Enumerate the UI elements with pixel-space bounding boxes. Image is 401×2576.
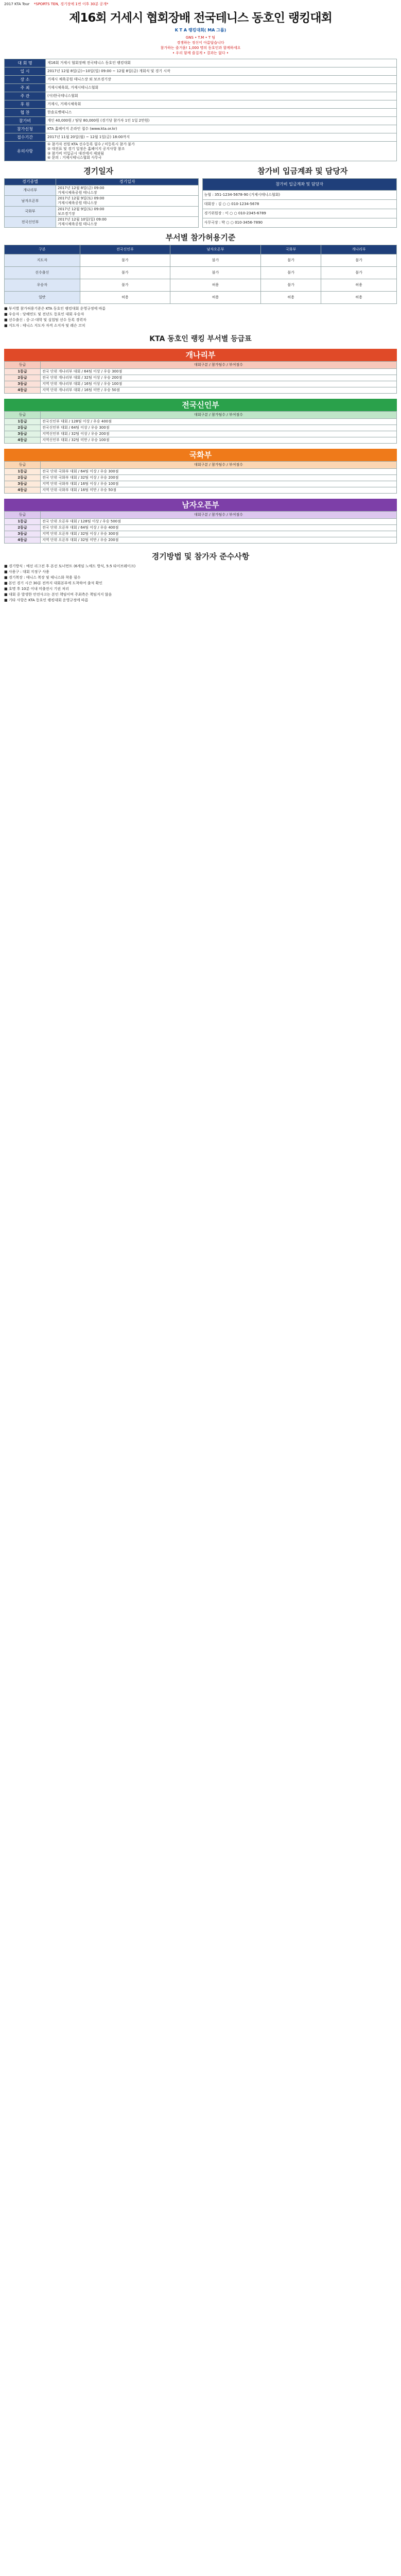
permission-row: [5, 279, 397, 291]
grade-row: [5, 525, 397, 531]
schedule-category: 전국신인부: [5, 217, 56, 228]
info-label: 주 관: [5, 92, 46, 100]
schedule-date: 2017년 12월 9일(토) 09:00: [58, 207, 104, 211]
grade-detail: 지역 단위 국화부 대회 / 16팀 이상 / 우승 100점: [41, 481, 397, 487]
permission-value: 불가: [80, 266, 170, 279]
info-row: [5, 133, 397, 142]
permission-value: 허용: [260, 291, 321, 303]
grade-detail: 지역 단위 오픈부 대회 / 32팀 미만 / 우승 200점: [41, 537, 397, 544]
grade-level: 2등급: [5, 425, 41, 431]
permission-value: 허용: [321, 291, 397, 303]
rule-item: ■ 경기복장 : 테니스 복장 및 테니스화 착용 필수: [4, 575, 81, 580]
category-banner: 국화부: [4, 449, 397, 461]
schedule-area: [4, 178, 397, 228]
grade-level: 1등급: [5, 369, 41, 375]
category-banner: 개나리부: [4, 349, 397, 361]
info-label: 후 원: [5, 100, 46, 109]
schedule-date: 2017년 12월 9일(토) 09:00: [58, 196, 104, 201]
grade-col-level: 등급: [5, 462, 41, 469]
grade-row: [5, 369, 397, 375]
page-title: 제16회 거세시 협회장배 전국테니스 동호인 랭킹대회: [69, 11, 332, 25]
permission-note: ■ 부서별 참가허용기준은 KTA 동호인 랭킹대회 운영규정에 따름: [4, 306, 106, 311]
grade-header-row: [5, 462, 397, 469]
grade-row: [5, 475, 397, 481]
grade-col-detail: 대회구분 / 참가팀수 / 부여점수: [41, 412, 397, 419]
permission-row: [5, 266, 397, 279]
grade-detail: 전국 단위 오픈부 대회 / 64팀 이상 / 우승 400점: [41, 525, 397, 531]
schedule-date: 2017년 12월 8일(금) 09:00: [58, 185, 104, 190]
schedule-detail: [56, 217, 199, 228]
rule-item: ■ 본인 경기 시간 30분 전까지 대회본부에 도착하여 출석 확인: [4, 581, 103, 585]
grade-detail: 지역 단위 국화부 대회 / 16팀 미만 / 우승 50점: [41, 487, 397, 494]
grade-row: [5, 381, 397, 387]
grade-row: [5, 425, 397, 431]
permission-value: 허용: [321, 279, 397, 291]
grade-detail: 전국 단위 오픈부 대회 / 128팀 이상 / 우승 500점: [41, 519, 397, 525]
schedule-detail: [56, 196, 199, 207]
permission-value: 불가: [170, 254, 261, 266]
info-row: [5, 125, 397, 133]
apply-rules-cell: [46, 142, 397, 161]
permission-note: ■ 지도자 : 테니스 지도자 자격 소지자 및 레슨 코치: [4, 323, 85, 328]
grade-level: 2등급: [5, 525, 41, 531]
permission-col-header: 국화부: [260, 245, 321, 254]
info-value: 한솔로뱃테니스: [46, 109, 397, 117]
apply-rule: ③ 참가비 미입금시 대진에서 제외됨: [47, 151, 104, 156]
info-row: [5, 84, 397, 92]
apply-rules-row: [5, 142, 397, 161]
info-label: 주 최: [5, 84, 46, 92]
permission-value: 불가: [321, 266, 397, 279]
info-value: 2017년 12월 8일(금)~10일(일) 09:00 ~ 12월 8일(금) 개회식 및 경기 시작: [46, 67, 397, 76]
info-value: 2017년 11월 20일(월) ~ 12월 1일(금) 18:00까지: [46, 133, 397, 142]
grade-detail: 지역 단위 개나리부 대회 / 16팀 미만 / 우승 50점: [41, 387, 397, 394]
grade-detail: 지역 단위 오픈부 대회 / 32팀 이상 / 우승 300점: [41, 531, 397, 537]
permission-table: [4, 245, 397, 304]
grade-detail: 전국 단위 국화부 대회 / 32팀 이상 / 우승 200점: [41, 475, 397, 481]
info-row: [5, 67, 397, 76]
permission-value: 허용: [170, 279, 261, 291]
grade-level: 4등급: [5, 387, 41, 394]
grade-detail: 전국 단위 개나리부 대회 / 64팀 이상 / 우승 300점: [41, 369, 397, 375]
grade-level: 3등급: [5, 531, 41, 537]
grade-detail: 전국 단위 개나리부 대회 / 32팀 이상 / 우승 200점: [41, 375, 397, 381]
grade-level: 2등급: [5, 475, 41, 481]
grade-row: [5, 375, 397, 381]
schedule-detail: [56, 206, 199, 217]
slogan-line: GNS • T.M • T 팀: [185, 36, 216, 40]
info-row: [5, 109, 397, 117]
schedule-heading: 경기일자: [83, 166, 114, 176]
info-row: [5, 76, 397, 84]
permission-value: 불가: [260, 279, 321, 291]
apply-rule: ② 대진표 및 경기 일정은 홈페이지 공지사항 참조: [47, 146, 125, 151]
slogan-line: • 우리 함께 즐겁게 • 결과는 없다 •: [172, 51, 229, 55]
grade-col-detail: 대회구분 / 참가팀수 / 부여점수: [41, 462, 397, 469]
grade-col-detail: 대회구분 / 참가팀수 / 부여점수: [41, 512, 397, 519]
schedule-row: [5, 206, 199, 217]
grade-row: [5, 469, 397, 475]
rule-item: ■ 대회 중 발생한 안전사고는 본인 책임이며 주최측은 책임지지 않음: [4, 592, 112, 597]
schedule-detail: [56, 185, 199, 196]
grade-detail: 지역 단위 개나리부 대회 / 16팀 이상 / 우승 100점: [41, 381, 397, 387]
info-row: [5, 59, 397, 67]
notice-text: *SPORTS TEN, 경기장에 1번 이후 30분 공개*: [33, 2, 109, 6]
grade-row: [5, 387, 397, 394]
grade-table: [4, 361, 397, 394]
rule-item: ■ 경기방식 : 예선 리그전 후 본선 토너먼트 (6게임 노애드 방식, 5:5 타이브레이크): [4, 564, 136, 568]
tournament-info-table: [4, 59, 397, 161]
permission-col-header: 전국신인부: [80, 245, 170, 254]
permission-heading: 부서별 참가허용기준: [165, 232, 236, 242]
schedule-place: 거제시체육공원 테니스장: [58, 201, 97, 205]
grade-detail: 전국 단위 국화부 대회 / 64팀 이상 / 우승 300점: [41, 469, 397, 475]
schedule-row: [5, 185, 199, 196]
info-row: [5, 100, 397, 109]
grade-row: [5, 437, 397, 444]
grade-detail: 전국신인부 대회 / 64팀 이상 / 우승 300점: [41, 425, 397, 431]
schedule-headings: [4, 166, 397, 176]
grade-level: 2등급: [5, 375, 41, 381]
grade-col-detail: 대회구분 / 참가팀수 / 부여점수: [41, 362, 397, 369]
grade-table: [4, 411, 397, 444]
info-label: 대 회 명: [5, 59, 46, 67]
permission-row: [5, 254, 397, 266]
permission-value: 불가: [80, 254, 170, 266]
info-value: 거제시, 거제시체육회: [46, 100, 397, 109]
schedule-category: 개나리부: [5, 185, 56, 196]
permission-note: ■ 우승자 : 당해연도 및 전년도 동호인 대회 우승자: [4, 312, 84, 316]
grade-level: 4등급: [5, 537, 41, 544]
permission-note: ■ 선수출신 : 중·고·대학 및 실업팀 선수 등록 경력자: [4, 317, 86, 322]
account-line: 농협 : 351-1234-5678-90 (거제시테니스협회): [202, 190, 396, 199]
grade-detail: 지역신인부 대회 / 32팀 이상 / 우승 200점: [41, 431, 397, 437]
grade-level: 1등급: [5, 469, 41, 475]
grade-row: [5, 537, 397, 544]
apply-rule: ④ 문의 : 거제시테니스협회 사무국: [47, 156, 102, 160]
schedule-category: 남자오픈부: [5, 196, 56, 207]
info-label: 참가비: [5, 117, 46, 125]
schedule-place: 거제시체육공원 테니스장: [58, 190, 97, 195]
permission-type: 선수출신: [5, 266, 80, 279]
grade-header-row: [5, 362, 397, 369]
grade-detail: 지역신인부 대회 / 32팀 미만 / 우승 100점: [41, 437, 397, 444]
permission-type: 일반: [5, 291, 80, 303]
schedule-header-row: [5, 178, 199, 185]
permission-notes: [4, 306, 397, 329]
permission-row: [5, 291, 397, 303]
info-label: 일 시: [5, 67, 46, 76]
grade-row: [5, 419, 397, 425]
schedule-col-cat: 경기종별: [5, 178, 56, 185]
permission-value: 불가: [260, 254, 321, 266]
info-value: 제16회 거세시 협회장배 전국테니스 동호인 랭킹대회: [46, 59, 397, 67]
rules-list: [4, 564, 397, 603]
grade-sections: [4, 349, 397, 544]
grade-col-level: 등급: [5, 512, 41, 519]
info-label: 참가신청: [5, 125, 46, 133]
grade-heading: KTA 동호인 랭킹 부서별 등급표: [149, 334, 252, 343]
rule-item: ■ 호명 후 10분 이내 미출전시 기권 처리: [4, 586, 69, 591]
permission-value: 불가: [170, 266, 261, 279]
grade-col-level: 등급: [5, 412, 41, 419]
schedule-row: [5, 217, 199, 228]
grade-table: [4, 511, 397, 544]
schedule-place: 거제시체육공원 테니스장: [58, 222, 97, 226]
permission-col-header: 개나리부: [321, 245, 397, 254]
grade-level: 1등급: [5, 419, 41, 425]
grade-row: [5, 481, 397, 487]
account-heading-cell: 참가비 입금계좌 및 담당자: [202, 178, 396, 190]
info-label: 장 소: [5, 76, 46, 84]
grade-level: 3등급: [5, 381, 41, 387]
account-heading: 참가비 입금계좌 및 담당자: [257, 166, 348, 176]
grade-level: 4등급: [5, 437, 41, 444]
info-value: 거제시 체육공원 테니스장 외 보조경기장: [46, 76, 397, 84]
category-banner: 전국신인부: [4, 399, 397, 411]
slogan-line: 경쟁하는 정신이 아름답습니다: [177, 41, 224, 45]
schedule-table: [4, 178, 199, 228]
slogan-line: 참가하는 즐거움! 1,000 명의 동호인과 함께하세요: [160, 46, 241, 50]
permission-type: 우승자: [5, 279, 80, 291]
category-banner: 남자오픈부: [4, 499, 397, 511]
info-value: KTA 홈페이지 온라인 접수 (www.kta.or.kr): [46, 125, 397, 133]
tour-label: 2017 KTA Tour: [4, 2, 30, 6]
grade-row: [5, 487, 397, 494]
page-subtitle: K T A 랭킹대회( MA 그룹): [175, 28, 226, 32]
apply-rule: ① 참가자 전원 KTA 선수등록 필수 / 미등록시 참가 불가: [47, 142, 135, 146]
schedule-place: 보조경기장: [58, 211, 75, 216]
permission-col-header: 남자오픈부: [170, 245, 261, 254]
grade-level: 1등급: [5, 519, 41, 525]
permission-value: 불가: [321, 254, 397, 266]
grade-row: [5, 519, 397, 525]
info-label: 협 찬: [5, 109, 46, 117]
permission-value: 불가: [80, 279, 170, 291]
schedule-row: [5, 196, 199, 207]
grade-detail: 전국신인부 대회 / 128팀 이상 / 우승 400점: [41, 419, 397, 425]
grade-col-level: 등급: [5, 362, 41, 369]
rule-item: ■ 기타 사항은 KTA 동호인 랭킹대회 운영규정에 따름: [4, 598, 89, 602]
info-value: 거제시체육회, 거제시테니스협회: [46, 84, 397, 92]
grade-level: 3등급: [5, 481, 41, 487]
schedule-col-date: 경기일자: [56, 178, 199, 185]
info-value: 개인 40,000원 / 팀당 80,000원 (경기당 참가자 1인 1일 2만원): [46, 117, 397, 125]
grade-row: [5, 431, 397, 437]
grade-level: 3등급: [5, 431, 41, 437]
grade-table: [4, 461, 397, 494]
info-label: 접수기간: [5, 133, 46, 142]
slogan-block: [4, 35, 397, 56]
grade-header-row: [5, 412, 397, 419]
schedule-category: 국화부: [5, 206, 56, 217]
rule-item: ■ 사용구 : 대회 지정구 사용: [4, 569, 49, 574]
account-line: 사무국장 : 박 ○ ○ 010-3456-7890: [202, 218, 396, 227]
top-notice-line: [4, 2, 397, 8]
info-row: [5, 92, 397, 100]
permission-value: 불가: [260, 266, 321, 279]
permission-value: 허용: [80, 291, 170, 303]
permission-value: 허용: [170, 291, 261, 303]
grade-header-row: [5, 512, 397, 519]
grade-row: [5, 531, 397, 537]
grade-level: 4등급: [5, 487, 41, 494]
rules-heading: 경기방법 및 참가자 준수사항: [151, 552, 250, 561]
apply-rules-label: 유의사항: [5, 142, 46, 161]
account-line: 대회장 : 김 ○ ○ 010-1234-5678: [202, 199, 396, 209]
account-line: 경기위원장 : 이 ○ ○ 010-2345-6789: [202, 209, 396, 218]
schedule-date: 2017년 12월 10일(일) 09:00: [58, 217, 107, 222]
account-table: [202, 178, 397, 228]
info-row: [5, 117, 397, 125]
info-value: (사)한국테니스협회: [46, 92, 397, 100]
permission-col-header: 구분: [5, 245, 80, 254]
permission-type: 지도자: [5, 254, 80, 266]
